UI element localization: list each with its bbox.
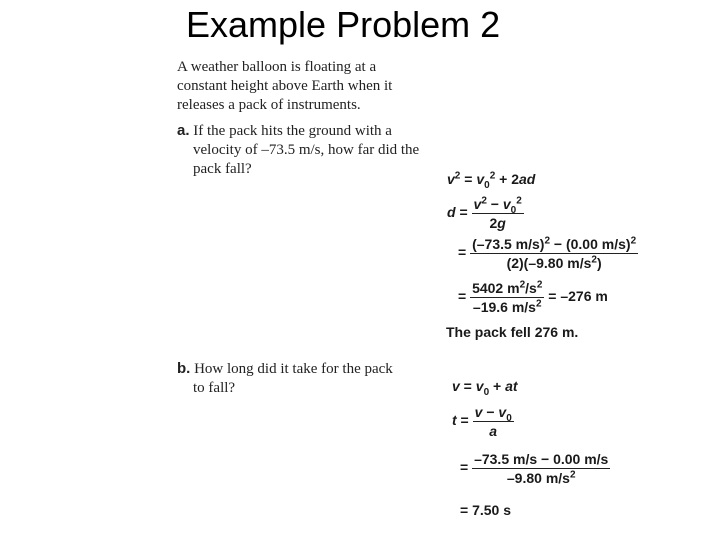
- intro-line: A weather balloon is floating at a: [177, 59, 377, 75]
- slide-title: Example Problem 2: [186, 4, 501, 45]
- conclusion-a: The pack fell 276 m.: [446, 324, 579, 340]
- equation-b3: = $\frac{-73.5 m/s - 0.00 m/s}{-9.80 m/s^2}$: [460, 451, 609, 486]
- problem-intro: [177, 58, 392, 115]
- fraction: $\frac{-73.5 m/s - 0.00 m/s}{-9.80 m/s^2}$: [474, 451, 609, 486]
- question-line: to fall?: [193, 380, 236, 396]
- part-b-label: b.: [177, 360, 191, 377]
- question-line: If the pack hits the ground with a: [193, 123, 392, 139]
- intro-line: constant height above Earth when it: [177, 78, 393, 94]
- part-a-label: a.: [177, 122, 190, 139]
- equation-a3: = $\frac{(-73.5 m/s)^2 - (0.00 m/s)^2}{(2)(-9.80 m/s^2)}$: [458, 235, 637, 271]
- part-a-question: [177, 121, 419, 179]
- intro-line: releases a pack of instruments.: [177, 97, 361, 113]
- equation-b1: $v = v_0$ + at: [452, 378, 518, 398]
- equation-a1: $v^2 = v_0^2 + 2ad$: [447, 170, 536, 191]
- fraction: $\frac{v^2 - v_0^2}{2g}$: [473, 195, 522, 231]
- equation-b2: t = $\frac{v - v_0}{a}$: [452, 404, 512, 439]
- fraction: $\frac{(-73.5 m/s)^2 - (0.00 m/s)^2}{(2)(-9.80 m/s^2)}$: [472, 235, 637, 271]
- fraction: $\frac{5402 m^2/s^2}{-19.6 m/s^2}$: [472, 279, 543, 315]
- equation-a4: = $\frac{5402 m^2/s^2}{-19.6 m/s^2}$ = –276 m: [458, 279, 608, 315]
- part-b-question: [177, 359, 393, 398]
- equation-a2: d = $\frac{v^2 - v_0^2}{2g}$: [447, 195, 522, 231]
- fraction: $\frac{v - v_0}{a}$: [474, 404, 512, 439]
- question-line: pack fall?: [193, 161, 252, 177]
- question-line: How long did it take for the pack: [194, 361, 393, 377]
- equation-b4: = 7.50 s: [460, 502, 512, 518]
- question-line: velocity of –73.5 m/s, how far did the: [193, 142, 420, 158]
